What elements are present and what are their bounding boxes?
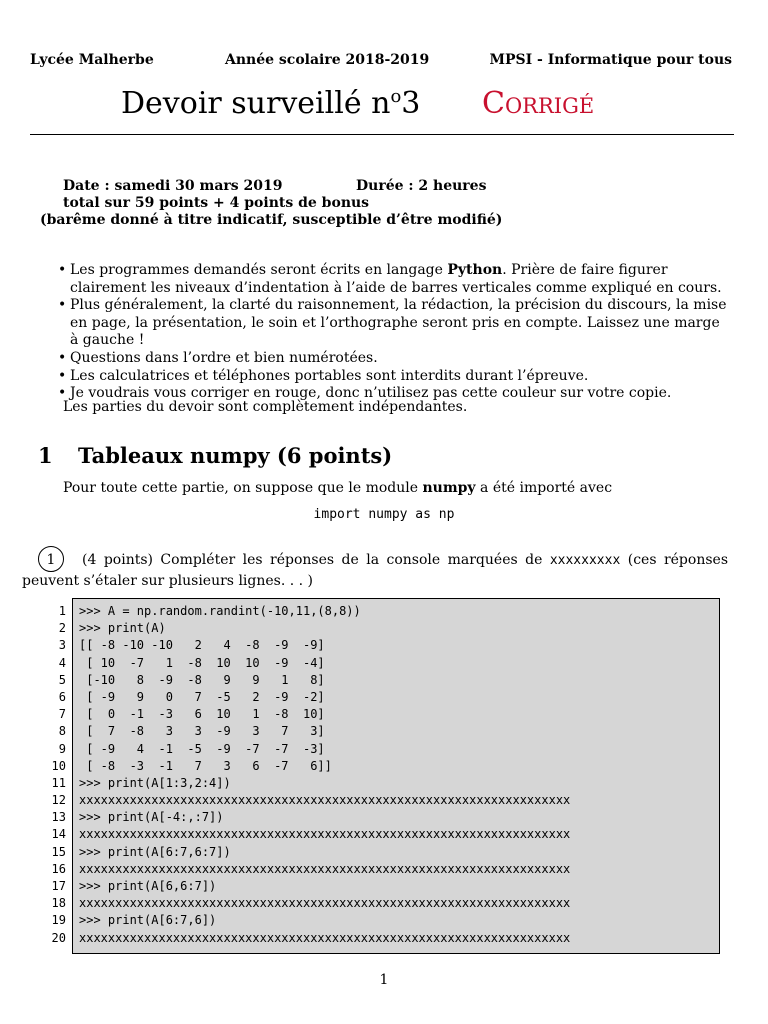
- code-line: [ -8 -3 -1 7 3 6 -7 6]]: [79, 758, 332, 773]
- page-number: 1: [379, 972, 389, 988]
- section-intro: Pour toute cette partie, on suppose que le module numpy a été importé avec: [63, 480, 613, 496]
- numpy-keyword: numpy: [422, 480, 476, 496]
- exam-duration: Durée : 2 heures: [356, 178, 487, 194]
- exam-date: Date : samedi 30 mars 2019: [63, 178, 283, 194]
- independent-note: Les parties du devoir sont complètement indépendantes.: [63, 399, 468, 415]
- code-line: >>> print(A[6,6:7]): [79, 879, 217, 893]
- section-title: Tableaux numpy (6 points): [78, 443, 393, 468]
- section-number: 1: [38, 443, 53, 468]
- code-line: [ 0 -1 -3 6 10 1 -8 10]: [79, 707, 325, 722]
- code-lines: [79, 603, 715, 947]
- instruction-item: • Les calculatrices et téléphones portables sont interdits durant l’épreuve.: [58, 367, 589, 384]
- question-number-badge: 1: [38, 546, 64, 572]
- code-line-number: 4: [58, 655, 66, 670]
- bullet-icon: •: [58, 349, 67, 366]
- code-line-number: 2: [58, 621, 66, 636]
- code-line: [ -9 4 -1 -5 -9 -7 -7 -3]: [79, 741, 325, 756]
- code-line: [ 7 -8 3 3 -9 3 7 3]: [79, 724, 325, 739]
- title-number: 3: [401, 86, 421, 121]
- bullet-icon: •: [58, 297, 67, 314]
- code-line: >>> print(A[1:3,2:4]): [79, 775, 231, 790]
- instruction-item: • Questions dans l’ordre et bien numérotées.: [58, 349, 378, 366]
- code-line-numbers: [30, 603, 66, 947]
- header-school: Lycée Malherbe: [30, 52, 154, 68]
- code-line: >>> A = np.random.randint(-10,11,(8,8)): [79, 604, 361, 618]
- bullet-icon: •: [58, 385, 67, 402]
- page-title: [0, 86, 768, 126]
- code-line: xxxxxxxxxxxxxxxxxxxxxxxxxxxxxxxxxxxxxxxxxxxxxxxxxxxxxxxxxxxxxxxxxxxx: [79, 930, 571, 945]
- code-line: >>> print(A[-4:,:7]): [79, 810, 224, 825]
- instruction-item: • Plus généralement, la clarté du raisonnement, la rédaction, la précision du discours, la mise en page, la présentation, le soin et l’orthographe seront pris en compte. Laissez une marge à gauche !: [58, 297, 727, 349]
- code-line: [-10 8 -9 -8 9 9 1 8]: [79, 672, 325, 687]
- code-line-number: 13: [51, 810, 66, 825]
- code-line: xxxxxxxxxxxxxxxxxxxxxxxxxxxxxxxxxxxxxxxxxxxxxxxxxxxxxxxxxxxxxxxxxxxx: [79, 896, 571, 911]
- bullet-icon: •: [58, 367, 67, 384]
- title-corrige: Corrigé: [482, 86, 595, 121]
- header-course: MPSI - Informatique pour tous: [489, 52, 732, 68]
- instruction-item: • Les programmes demandés seront écrits en langage Python. Prière de faire figurer clairement les niveaux d’indentation à l’aide de barres verticales comme expliqué en cours.: [58, 262, 722, 296]
- code-line: xxxxxxxxxxxxxxxxxxxxxxxxxxxxxxxxxxxxxxxxxxxxxxxxxxxxxxxxxxxxxxxxxxxx: [79, 827, 571, 842]
- code-line: xxxxxxxxxxxxxxxxxxxxxxxxxxxxxxxxxxxxxxxxxxxxxxxxxxxxxxxxxxxxxxxxxxxx: [79, 793, 571, 808]
- section-heading: [38, 443, 392, 468]
- exam-bareme: (barême donné à titre indicatif, susceptible d’être modifié): [40, 212, 503, 228]
- bullet-icon: •: [58, 262, 67, 278]
- exam-total: total sur 59 points + 4 points de bonus: [63, 195, 370, 211]
- placeholder-marker: xxxxxxxxx: [549, 553, 621, 568]
- code-line-number: 1: [58, 604, 66, 618]
- code-line: [[ -8 -10 -10 2 4 -8 -9 -9]: [79, 638, 325, 653]
- code-line-number: 19: [51, 913, 66, 928]
- instructions-list: [58, 262, 730, 403]
- code-line-number: 11: [51, 775, 66, 790]
- title-main: Devoir surveillé $n^o3$: [121, 86, 421, 121]
- header-divider: [30, 134, 734, 135]
- code-line-number: 20: [51, 930, 66, 945]
- page-header: [30, 52, 732, 70]
- code-line-number: 15: [51, 844, 66, 859]
- code-line: xxxxxxxxxxxxxxxxxxxxxxxxxxxxxxxxxxxxxxxxxxxxxxxxxxxxxxxxxxxxxxxxxxxx: [79, 861, 571, 876]
- code-line-number: 7: [58, 707, 66, 722]
- code-line-number: 16: [51, 861, 66, 876]
- header-year: Année scolaire 2018-2019: [225, 52, 430, 68]
- code-line: [ 10 -7 1 -8 10 10 -9 -4]: [79, 655, 325, 670]
- code-line: >>> print(A): [79, 621, 166, 636]
- code-line-number: 6: [58, 689, 66, 704]
- code-line: [ -9 9 0 7 -5 2 -9 -2]: [79, 689, 325, 704]
- import-statement: import numpy as np: [313, 507, 455, 522]
- code-line-number: 18: [51, 896, 66, 911]
- code-line-number: 3: [58, 638, 66, 653]
- code-line-number: 14: [51, 827, 66, 842]
- code-line-number: 9: [58, 741, 66, 756]
- code-line-number: 12: [51, 793, 66, 808]
- question-text: (4 points) Compléter les réponses de la console marquées de xxxxxxxxx (ces réponses peuvent s’étaler sur plusieurs lignes. . . ): [22, 552, 728, 589]
- instruction-item: • Je voudrais vous corriger en rouge, donc n’utilisez pas cette couleur sur votre copie.: [58, 385, 672, 402]
- code-line: >>> print(A[6:7,6:7]): [79, 844, 231, 859]
- title-sup: o: [390, 86, 402, 107]
- code-line-number: 8: [58, 724, 66, 739]
- code-line-number: 10: [51, 758, 66, 773]
- code-line: >>> print(A[6:7,6]): [79, 913, 217, 928]
- code-line-number: 17: [51, 879, 66, 893]
- code-line-number: 5: [58, 672, 66, 687]
